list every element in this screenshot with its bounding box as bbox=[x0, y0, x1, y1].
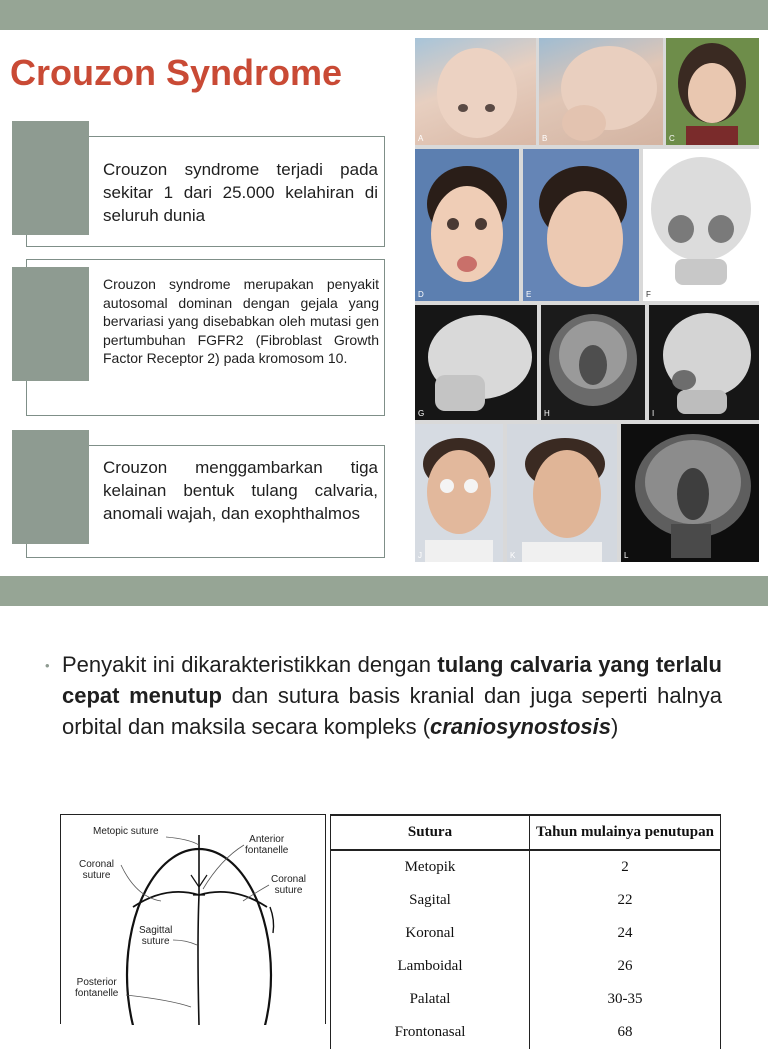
suture-closure-table bbox=[330, 814, 721, 1049]
label-sagittal-suture: Sagittal suture bbox=[139, 925, 173, 947]
table-cell: Metopik bbox=[331, 850, 530, 884]
table-cell: Lamboidal bbox=[331, 950, 530, 983]
table-cell: 30-35 bbox=[530, 983, 721, 1016]
label-posterior-fontanelle: Posterior fontanelle bbox=[75, 977, 119, 999]
para-part2: dan sutura basis kranial dan juga seperti halnya orbital dan maksila secara kompleks ( bbox=[62, 683, 723, 739]
photo-label: K bbox=[510, 551, 516, 560]
table-row bbox=[331, 950, 721, 983]
label-metopic-suture: Metopic suture bbox=[93, 826, 159, 837]
photo-mri-brain bbox=[621, 424, 759, 562]
label-coronal-suture-right: Coronal suture bbox=[271, 874, 307, 896]
photo-boy-front bbox=[415, 424, 503, 562]
photo-label: G bbox=[418, 409, 425, 418]
table-cell: 2 bbox=[530, 850, 721, 884]
table-header-row bbox=[331, 815, 721, 850]
photo-mri-sagittal bbox=[541, 305, 645, 420]
table-header-cell: Tahun mulainya penutupan bbox=[530, 815, 721, 850]
photo-label: A bbox=[418, 134, 424, 143]
table-row bbox=[331, 917, 721, 950]
table-row bbox=[331, 1016, 721, 1049]
photo-infant-side bbox=[539, 38, 663, 145]
table-cell: Sagital bbox=[331, 884, 530, 917]
table-row bbox=[331, 884, 721, 917]
photo-skull-ct-oblique bbox=[649, 305, 759, 420]
table-cell: 68 bbox=[530, 1016, 721, 1049]
photo-label: E bbox=[526, 290, 532, 299]
photo-label: B bbox=[542, 134, 548, 143]
info-card-2-text: Crouzon syndrome merupakan penyakit autosomal dominan dengan gejala yang bervariasi yang disebabkan oleh mutasi gen pertumbuhan FGFR2 (Fibroblast Growth Factor Receptor 2) pada kromosom 10. bbox=[103, 276, 379, 366]
info-card-1-text: Crouzon syndrome terjadi pada sekitar 1 dari 25.000 kelahiran di seluruh dunia bbox=[103, 160, 378, 225]
skull-suture-diagram bbox=[60, 814, 326, 1024]
table-cell: Palatal bbox=[331, 983, 530, 1016]
para-italic: craniosynostosis bbox=[430, 714, 611, 739]
photo-child-side bbox=[523, 149, 639, 301]
photo-boy-side bbox=[507, 424, 617, 562]
bullet-paragraph bbox=[62, 649, 722, 742]
photo-skull-ct-front bbox=[643, 149, 759, 301]
table-cell: Frontonasal bbox=[331, 1016, 530, 1049]
table-cell: 24 bbox=[530, 917, 721, 950]
bullet-icon: • bbox=[45, 658, 50, 673]
info-card-1-accent bbox=[12, 121, 89, 235]
photo-label: I bbox=[652, 409, 655, 418]
photo-label: D bbox=[418, 290, 424, 299]
info-card-3-accent bbox=[12, 430, 89, 544]
label-coronal-suture-left: Coronal suture bbox=[79, 859, 115, 881]
photo-label: L bbox=[624, 551, 629, 560]
photo-child-front bbox=[415, 149, 519, 301]
photo-label: F bbox=[646, 290, 651, 299]
photo-skull-ct-side bbox=[415, 305, 537, 420]
photo-label: J bbox=[418, 551, 422, 560]
para-part3: ) bbox=[611, 714, 619, 739]
info-card-2-accent bbox=[12, 267, 89, 381]
patient-photo-grid bbox=[415, 38, 759, 562]
photo-girl-portrait bbox=[666, 38, 759, 145]
table-cell: 22 bbox=[530, 884, 721, 917]
table-header-cell: Sutura bbox=[331, 815, 530, 850]
table-cell: 26 bbox=[530, 950, 721, 983]
photo-label: H bbox=[544, 409, 550, 418]
label-anterior-fontanelle: Anterior fontanelle bbox=[245, 834, 289, 856]
info-card-3-text: Crouzon menggambarkan tiga kelainan bentuk tulang calvaria, anomali wajah, dan exophthalmos bbox=[103, 458, 378, 523]
photo-label: C bbox=[669, 134, 675, 143]
top-band bbox=[0, 0, 768, 30]
table-cell: Koronal bbox=[331, 917, 530, 950]
slide-title: Crouzon Syndrome bbox=[10, 52, 343, 93]
para-part1: Penyakit ini dikarakteristikkan dengan bbox=[62, 652, 438, 677]
table-row bbox=[331, 850, 721, 884]
para-bold: tulang calvaria yang terlalu cepat menutup bbox=[62, 652, 722, 708]
table-row bbox=[331, 983, 721, 1016]
middle-band bbox=[0, 576, 768, 606]
photo-infant-front bbox=[415, 38, 536, 145]
